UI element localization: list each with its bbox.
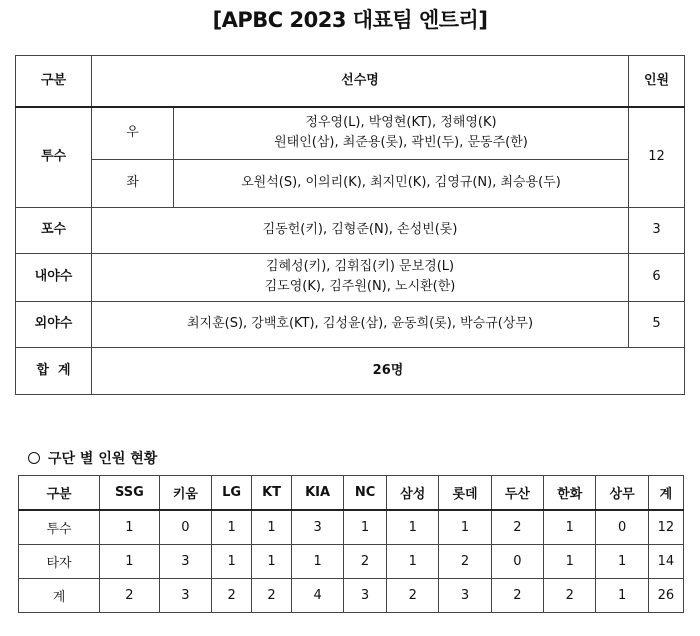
- outfield-row: [16, 301, 685, 347]
- header-count: 인원: [629, 56, 685, 108]
- total-row: [16, 347, 685, 394]
- pitcher-left-players: 오원석(S), 이의리(K), 최지민(K), 김영규(N), 최승용(두): [174, 159, 629, 207]
- breakdown-cell: 3: [292, 510, 344, 545]
- roster-table: [15, 55, 685, 395]
- pitcher-right-row: [16, 107, 685, 159]
- outfield-count: 5: [629, 301, 685, 347]
- breakdown-header-cell: 삼성: [387, 476, 439, 511]
- breakdown-cell: 2: [491, 579, 543, 613]
- pitcher-label: 투수: [16, 107, 92, 207]
- breakdown-header-cell: SSG: [100, 476, 160, 511]
- breakdown-cell: 4: [292, 579, 344, 613]
- pitcher-left-row: [16, 159, 685, 207]
- breakdown-header-row: [19, 476, 684, 511]
- infield-count: 6: [629, 253, 685, 301]
- pitcher-right-players: [174, 107, 629, 159]
- infield-players: [92, 253, 629, 301]
- breakdown-cell: 투수: [19, 510, 100, 545]
- infield-label: 내야수: [16, 253, 92, 301]
- breakdown-header-cell: 한화: [544, 476, 596, 511]
- page-title: [APBC 2023 대표팀 엔트리]: [212, 8, 488, 32]
- breakdown-table: [18, 475, 684, 613]
- breakdown-cell: 1: [100, 545, 160, 579]
- catcher-row: [16, 207, 685, 253]
- breakdown-cell: 3: [344, 579, 387, 613]
- breakdown-cell: 1: [544, 510, 596, 545]
- breakdown-cell: 2: [491, 510, 543, 545]
- breakdown-row-batter: [19, 545, 684, 579]
- breakdown-title-text: 구단 별 인원 현황: [48, 451, 158, 467]
- breakdown-cell: 1: [252, 545, 292, 579]
- breakdown-cell: 1: [387, 510, 439, 545]
- breakdown-cell: 0: [491, 545, 543, 579]
- breakdown-section-title: [28, 448, 157, 468]
- breakdown-cell: 3: [439, 579, 491, 613]
- roster-header-row: [16, 56, 685, 108]
- catcher-label: 포수: [16, 207, 92, 253]
- total-label: 합 계: [16, 347, 92, 394]
- breakdown-cell: 2: [212, 579, 252, 613]
- infield-line2: 김도영(K), 김주원(N), 노시환(한): [264, 279, 456, 294]
- infield-row: [16, 253, 685, 301]
- outfield-label: 외야수: [16, 301, 92, 347]
- breakdown-cell: 14: [648, 545, 683, 579]
- header-players: 선수명: [92, 56, 629, 108]
- header-category: 구분: [16, 56, 92, 108]
- breakdown-header-cell: KIA: [292, 476, 344, 511]
- breakdown-cell: 1: [212, 510, 252, 545]
- outfield-players: 최지훈(S), 강백호(KT), 김성윤(삼), 윤동희(롯), 박승규(상무): [92, 301, 629, 347]
- breakdown-cell: 12: [648, 510, 683, 545]
- breakdown-header-cell: 구분: [19, 476, 100, 511]
- breakdown-cell: 1: [596, 579, 648, 613]
- pitcher-right-line1: 정우영(L), 박영현(KT), 정해영(K): [305, 115, 497, 131]
- breakdown-cell: 3: [159, 545, 211, 579]
- pitcher-right-label: 우: [92, 107, 174, 159]
- pitcher-count: 12: [629, 107, 685, 207]
- breakdown-row-pitcher: [19, 510, 684, 545]
- breakdown-cell: 1: [252, 510, 292, 545]
- breakdown-cell: 1: [100, 510, 160, 545]
- breakdown-cell: 0: [159, 510, 211, 545]
- breakdown-header-cell: 상무: [596, 476, 648, 511]
- breakdown-header-cell: 계: [648, 476, 683, 511]
- breakdown-header-cell: NC: [344, 476, 387, 511]
- breakdown-cell: 2: [544, 579, 596, 613]
- breakdown-cell: 0: [596, 510, 648, 545]
- breakdown-cell: 2: [439, 545, 491, 579]
- breakdown-cell: 1: [439, 510, 491, 545]
- breakdown-row-total: [19, 579, 684, 613]
- breakdown-cell: 3: [159, 579, 211, 613]
- circle-bullet-icon: [28, 452, 40, 464]
- breakdown-cell: 1: [387, 545, 439, 579]
- pitcher-left-label: 좌: [92, 159, 174, 207]
- breakdown-header-cell: LG: [212, 476, 252, 511]
- catcher-count: 3: [629, 207, 685, 253]
- total-value: 26명: [92, 347, 685, 394]
- breakdown-header-cell: KT: [252, 476, 292, 511]
- breakdown-cell: 2: [344, 545, 387, 579]
- breakdown-header-cell: 키움: [159, 476, 211, 511]
- breakdown-cell: 1: [344, 510, 387, 545]
- pitcher-right-line2: 원태인(삼), 최준용(롯), 곽빈(두), 문동주(한): [274, 135, 528, 151]
- breakdown-cell: 타자: [19, 545, 100, 579]
- breakdown-cell: 1: [596, 545, 648, 579]
- breakdown-cell: 2: [387, 579, 439, 613]
- breakdown-header-cell: 두산: [491, 476, 543, 511]
- breakdown-cell: 1: [212, 545, 252, 579]
- breakdown-header-cell: 롯데: [439, 476, 491, 511]
- breakdown-cell: 1: [544, 545, 596, 579]
- breakdown-cell: 26: [648, 579, 683, 613]
- infield-line1: 김혜성(키), 김휘집(키) 문보경(L): [265, 259, 455, 274]
- catcher-players: 김동헌(키), 김형준(N), 손성빈(롯): [92, 207, 629, 253]
- breakdown-cell: 2: [100, 579, 160, 613]
- breakdown-cell: 1: [292, 545, 344, 579]
- breakdown-cell: 2: [252, 579, 292, 613]
- breakdown-cell: 계: [19, 579, 100, 613]
